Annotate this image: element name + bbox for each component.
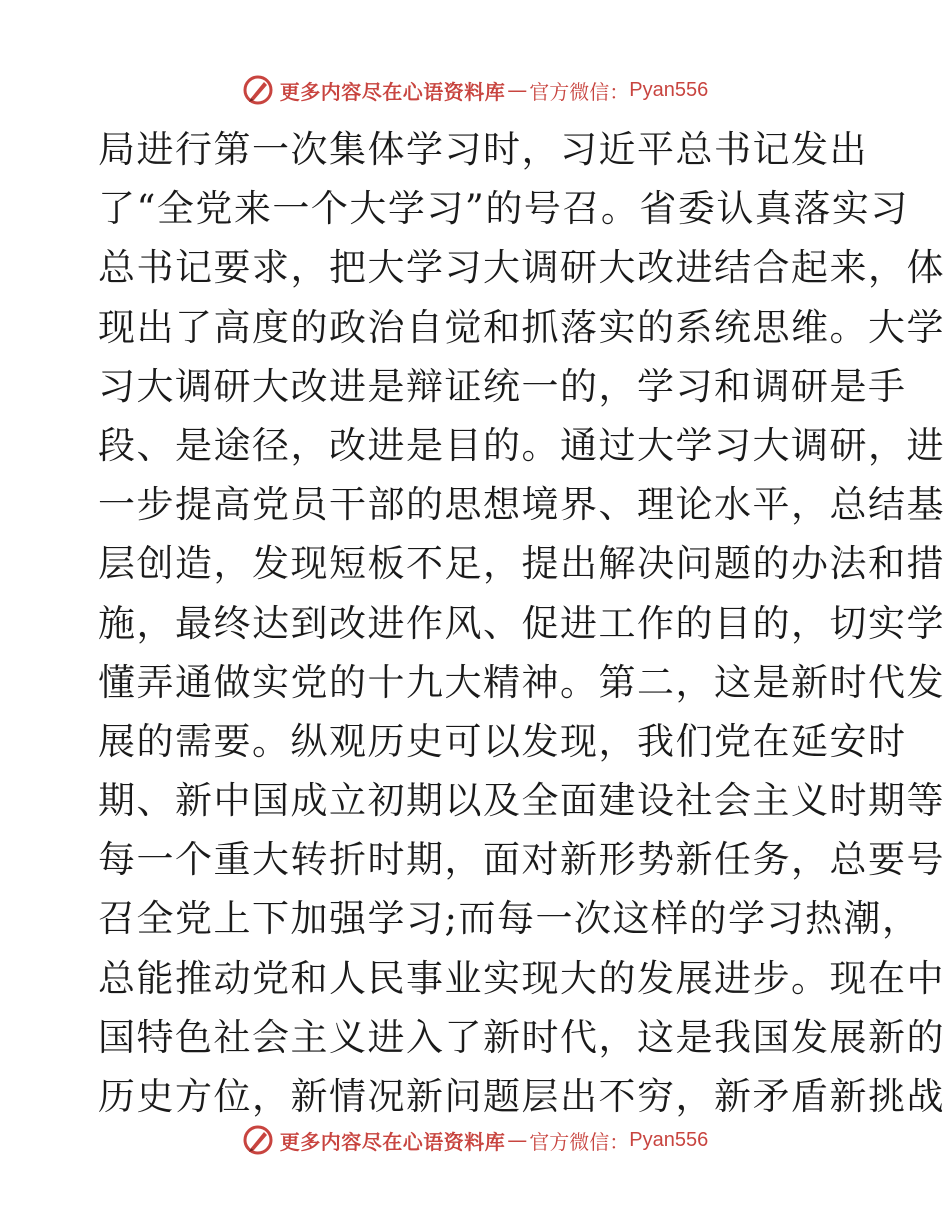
text-line: 展的需要。纵观历史可以发现，我们党在延安时 — [98, 719, 907, 763]
watermark-brand: 更多内容尽在心语资料库 — [279, 79, 506, 104]
text-line: 施，最终达到改进作风、促进工作的目的，切实学 — [98, 601, 945, 645]
document-body — [98, 120, 945, 1126]
watermark-brand: 更多内容尽在心语资料库 — [279, 1129, 506, 1154]
text-line: 懂弄通做实党的十九大精神。第二，这是新时代发 — [98, 660, 945, 704]
text-line: 总书记要求，把大学习大调研大改进结合起来，体 — [98, 246, 945, 290]
text-line: 一步提高党员干部的思想境界、理论水平，总结基 — [98, 483, 945, 527]
watermark-separator: — — [507, 78, 528, 102]
watermark-wechat-id: Pyan556 — [629, 78, 709, 101]
footer-watermark — [0, 1120, 950, 1160]
text-line: 历史方位，新情况新问题层出不穷，新矛盾新挑战 — [98, 1075, 945, 1118]
text-line: 国特色社会主义进入了新时代，这是我国发展新的 — [98, 1015, 945, 1059]
watermark-official-label: 官方微信： — [529, 1129, 630, 1154]
watermark-separator: — — [507, 1128, 528, 1152]
quill-pen-logo-icon — [242, 74, 274, 106]
text-line: 期、新中国成立初期以及全面建设社会主义时期等 — [98, 779, 945, 823]
watermark-wechat-id: Pyan556 — [629, 1128, 709, 1151]
header-watermark — [0, 70, 950, 110]
text-line: 了“全党来一个大学习”的号召。省委认真落实习 — [98, 187, 909, 231]
text-line: 局进行第一次集体学习时，习近平总书记发出 — [98, 128, 868, 171]
text-line: 段、是途径，改进是目的。通过大学习大调研，进 — [98, 423, 945, 467]
text-line: 召全党上下加强学习;而每一次这样的学习热潮， — [98, 897, 921, 941]
quill-pen-logo-icon — [242, 1124, 274, 1156]
watermark-official-label: 官方微信： — [529, 79, 630, 104]
text-line: 现出了高度的政治自觉和抓落实的系统思维。大学 — [98, 305, 945, 349]
text-line: 层创造，发现短板不足，提出解决问题的办法和措 — [98, 542, 945, 586]
text-line: 习大调研大改进是辩证统一的，学习和调研是手 — [98, 364, 907, 408]
text-line: 总能推动党和人民事业实现大的发展进步。现在中 — [98, 956, 945, 1000]
text-line: 每一个重大转折时期，面对新形势新任务，总要号 — [98, 838, 945, 882]
